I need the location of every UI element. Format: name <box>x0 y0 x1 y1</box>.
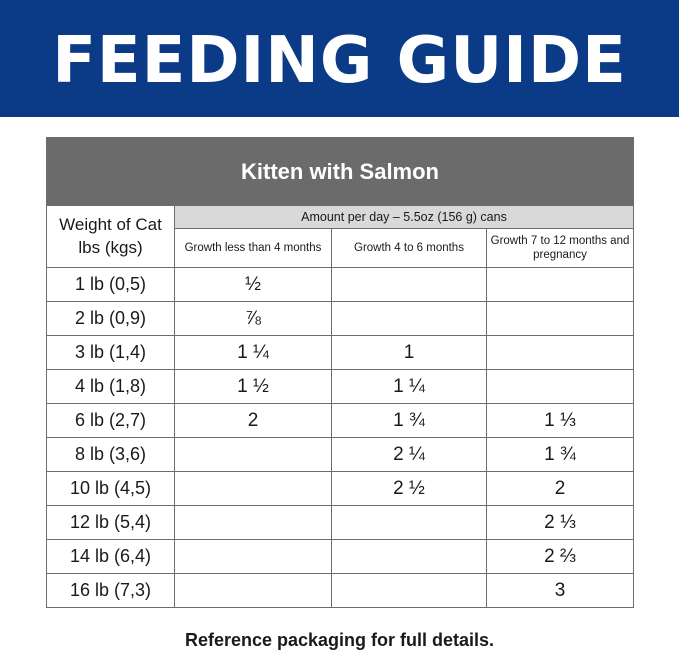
table-row <box>47 574 634 608</box>
amount-per-day-header: Amount per day – 5.5oz (156 g) cans <box>175 206 634 229</box>
amount-cell <box>332 506 487 540</box>
table-row <box>47 370 634 404</box>
table-row <box>47 404 634 438</box>
amount-cell <box>175 438 332 472</box>
reference-footnote: Reference packaging for full details. <box>184 630 495 650</box>
amount-cell: ½ <box>175 268 332 302</box>
table-row <box>47 506 634 540</box>
table-row <box>47 472 634 506</box>
weight-cell: 3 lb (1,4) <box>47 336 175 370</box>
amount-cell: 2 <box>175 404 332 438</box>
amount-cell <box>175 506 332 540</box>
weight-cell: 12 lb (5,4) <box>47 506 175 540</box>
table-row <box>47 268 634 302</box>
amount-cell <box>487 336 634 370</box>
amount-cell: 2 ⅔ <box>487 540 634 574</box>
amount-cell: 1 ⅓ <box>487 404 634 438</box>
feeding-table <box>46 137 634 608</box>
growth-header-4-to-6-months: Growth 4 to 6 months <box>332 229 487 268</box>
amount-cell <box>332 574 487 608</box>
amount-cell: 2 ½ <box>332 472 487 506</box>
amount-cell: 1 ¼ <box>175 336 332 370</box>
weight-cell: 4 lb (1,8) <box>47 370 175 404</box>
amount-cell <box>487 302 634 336</box>
growth-header-under-4-months: Growth less than 4 months <box>175 229 332 268</box>
weight-cell: 1 lb (0,5) <box>47 268 175 302</box>
amount-cell <box>487 268 634 302</box>
table-row <box>47 438 634 472</box>
amount-cell <box>175 472 332 506</box>
amount-cell: 1 ¼ <box>332 370 487 404</box>
amount-cell <box>332 540 487 574</box>
feeding-guide-banner <box>0 0 679 117</box>
weight-cell: 6 lb (2,7) <box>47 404 175 438</box>
weight-cell: 10 lb (4,5) <box>47 472 175 506</box>
weight-cell: 2 lb (0,9) <box>47 302 175 336</box>
weight-cell: 16 lb (7,3) <box>47 574 175 608</box>
growth-header-7-to-12-months: Growth 7 to 12 months and pregnancy <box>487 229 634 268</box>
table-row <box>47 540 634 574</box>
product-name-header: Kitten with Salmon <box>47 138 634 206</box>
amount-cell: 1 ¾ <box>487 438 634 472</box>
amount-cell <box>175 540 332 574</box>
amount-cell: 2 ⅓ <box>487 506 634 540</box>
amount-cell: 1 ½ <box>175 370 332 404</box>
amount-cell: 3 <box>487 574 634 608</box>
amount-cell <box>487 370 634 404</box>
weight-cell: 8 lb (3,6) <box>47 438 175 472</box>
amount-cell: ⅞ <box>175 302 332 336</box>
amount-cell <box>175 574 332 608</box>
amount-cell: 2 ¼ <box>332 438 487 472</box>
amount-cell: 2 <box>487 472 634 506</box>
weight-cell: 14 lb (6,4) <box>47 540 175 574</box>
table-row <box>47 302 634 336</box>
amount-cell <box>332 268 487 302</box>
amount-cell <box>332 302 487 336</box>
amount-cell: 1 ¾ <box>332 404 487 438</box>
table-row <box>47 336 634 370</box>
page-title: FEEDING GUIDE <box>52 23 627 98</box>
weight-column-header: Weight of Cat lbs (kgs) <box>47 206 175 268</box>
amount-cell: 1 <box>332 336 487 370</box>
